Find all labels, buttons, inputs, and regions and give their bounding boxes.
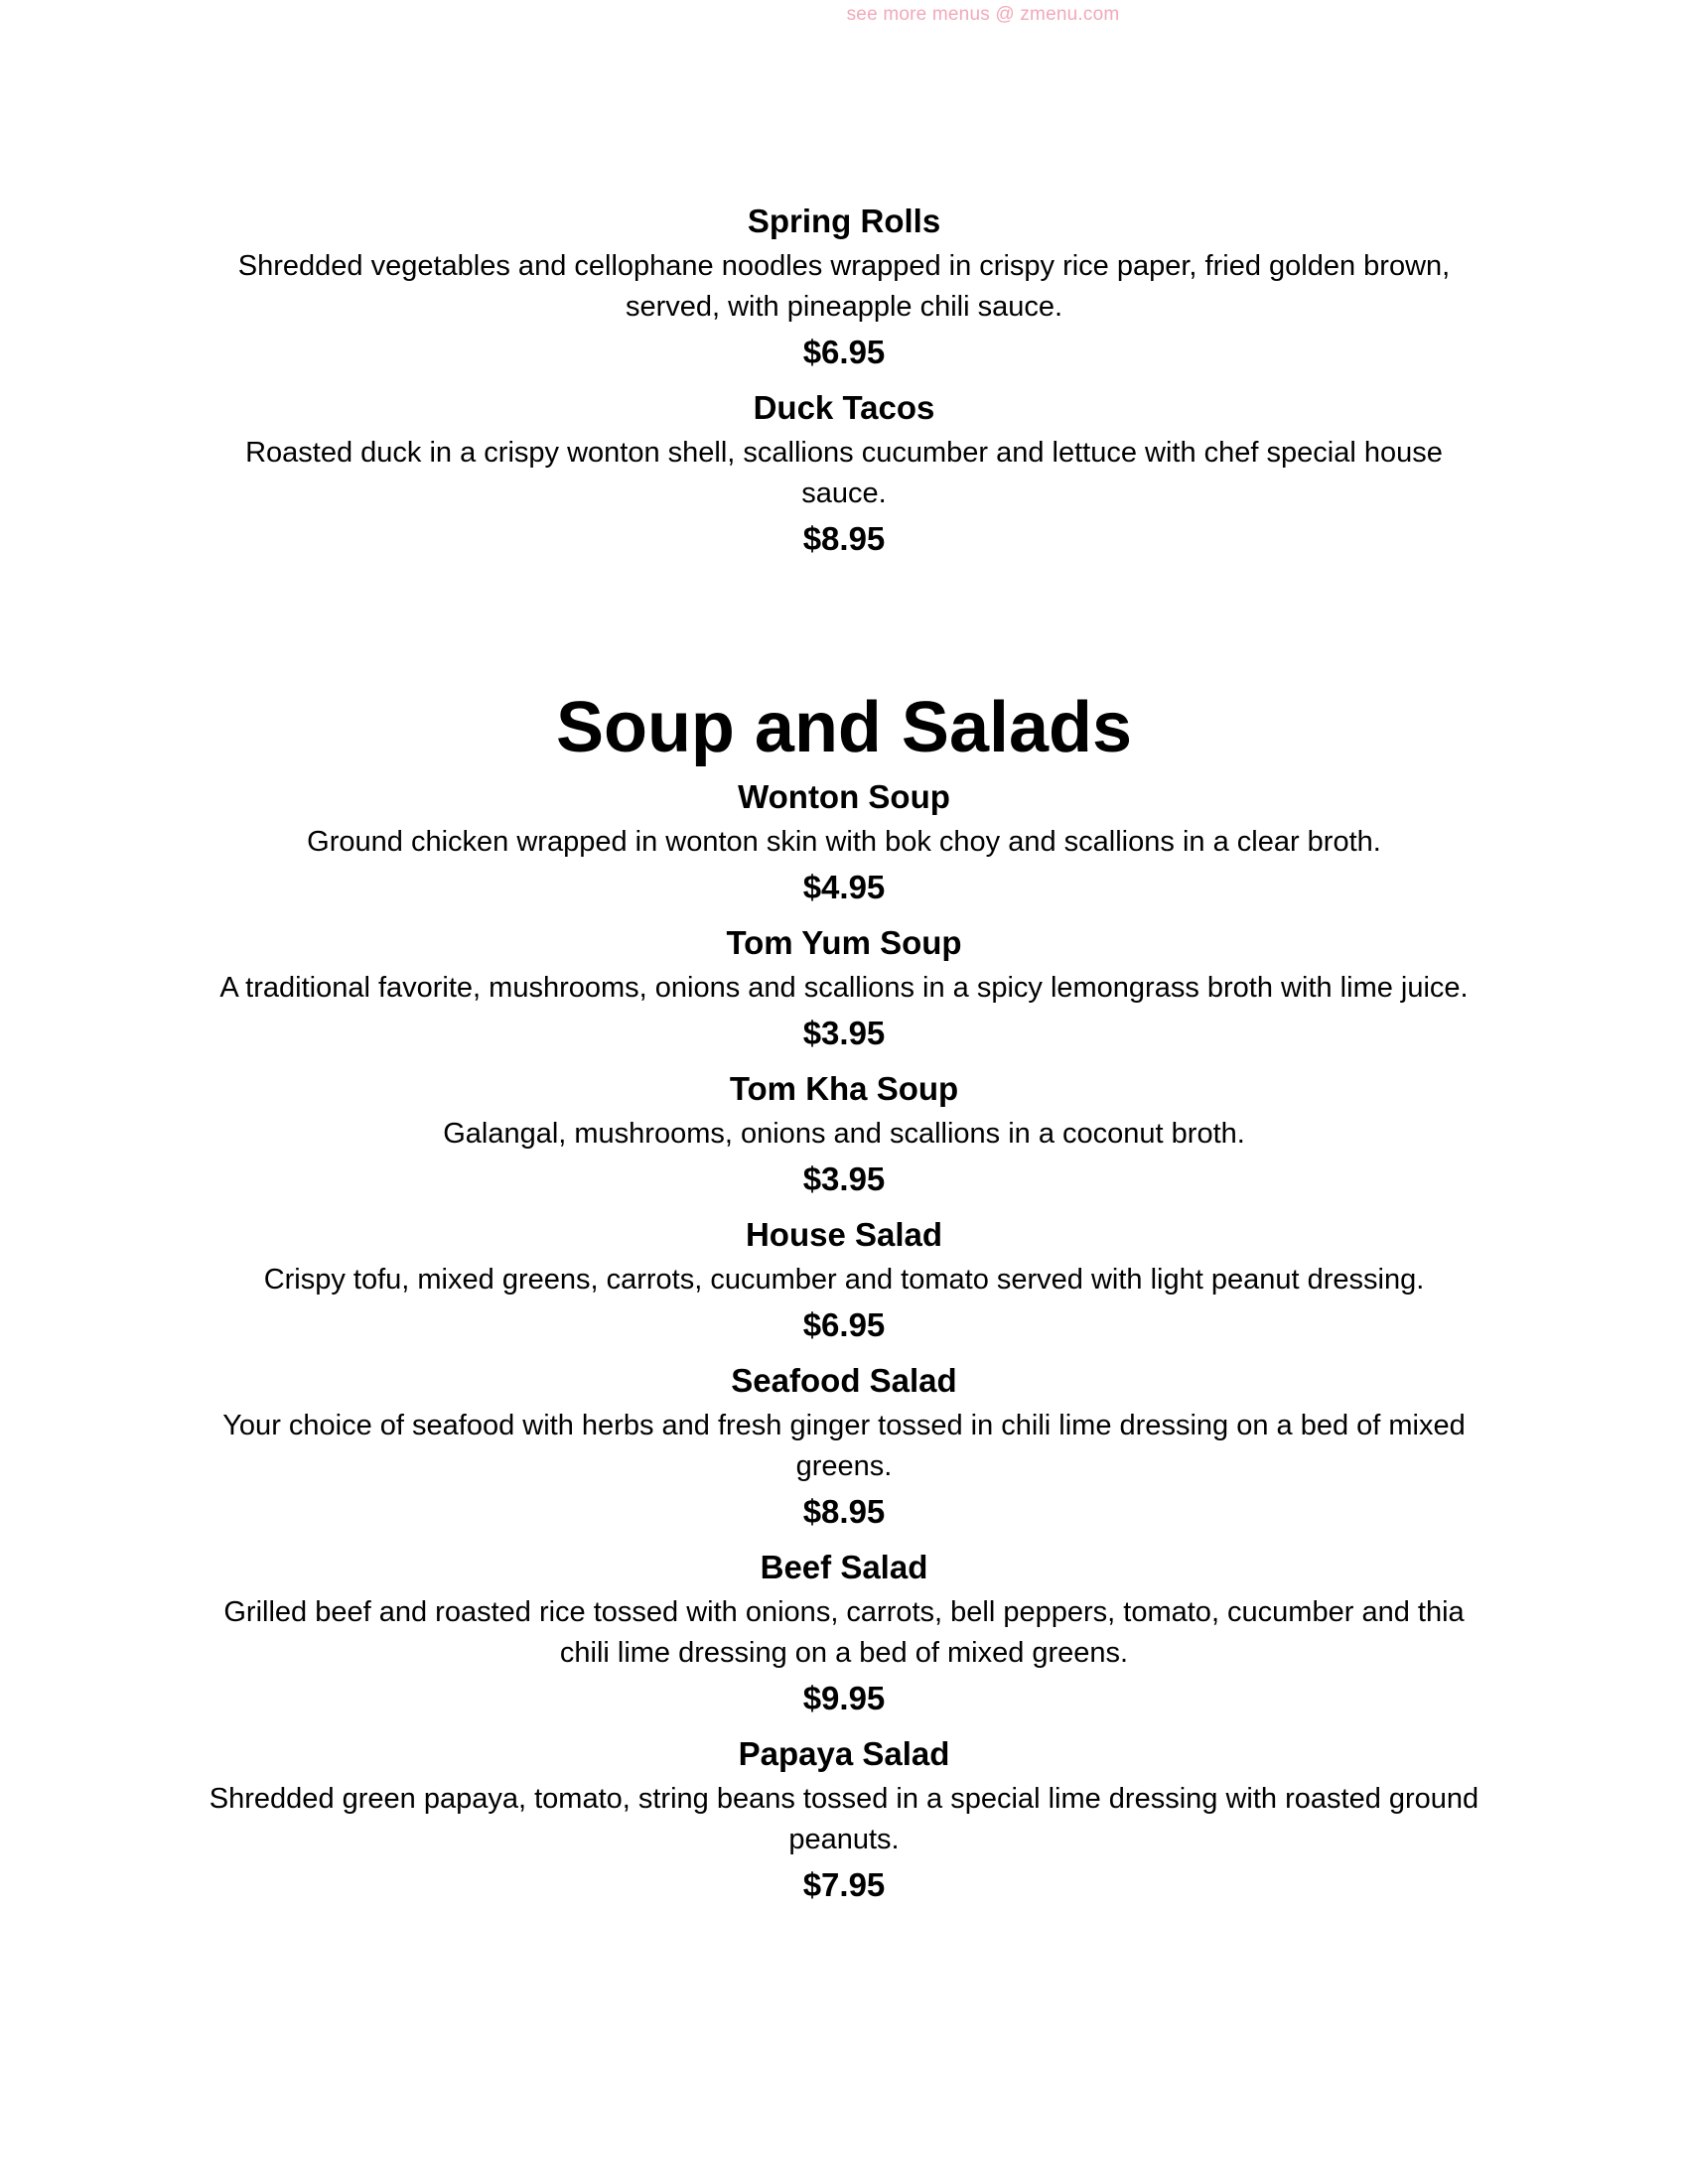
appetizers-section xyxy=(199,199,1489,572)
item-name: Tom Yum Soup xyxy=(726,924,962,961)
item-price: $6.95 xyxy=(802,334,886,370)
menu-item xyxy=(199,1066,1489,1202)
item-description: Roasted duck in a crispy wonton shell, scallions cucumber and lettuce with chef special house sauce. xyxy=(245,437,1443,509)
item-name: Wonton Soup xyxy=(738,778,950,815)
item-price: $4.95 xyxy=(802,869,886,905)
item-price: $3.95 xyxy=(802,1015,886,1051)
menu-item xyxy=(199,774,1489,910)
item-price: $9.95 xyxy=(802,1680,886,1716)
item-price: $3.95 xyxy=(802,1160,886,1197)
menu-item xyxy=(199,199,1489,375)
item-price: $7.95 xyxy=(802,1866,886,1903)
item-description: Galangal, mushrooms, onions and scallions in a coconut broth. xyxy=(443,1118,1245,1150)
item-description: Ground chicken wrapped in wonton skin with bok choy and scallions in a clear broth. xyxy=(307,826,1381,858)
item-price: $8.95 xyxy=(802,520,886,557)
item-description: Grilled beef and roasted rice tossed with onions, carrots, bell peppers, tomato, cucumber and thia chili lime dressing on a bed of mixed greens. xyxy=(223,1596,1465,1669)
menu-item xyxy=(199,1731,1489,1908)
item-description: Shredded vegetables and cellophane noodles wrapped in crispy rice paper, fried golden brown, served, with pineapple chili sauce. xyxy=(237,250,1451,323)
item-name: Spring Rolls xyxy=(747,203,941,239)
menu-item xyxy=(199,920,1489,1056)
soup-salads-section xyxy=(199,685,1489,1918)
item-description: A traditional favorite, mushrooms, onions and scallions in a spicy lemongrass broth with lime juice. xyxy=(219,972,1469,1004)
item-name: Duck Tacos xyxy=(753,389,935,426)
menu-item xyxy=(199,1358,1489,1535)
menu-item xyxy=(199,1212,1489,1348)
item-name: Beef Salad xyxy=(760,1549,928,1585)
item-description: Your choice of seafood with herbs and fresh ginger tossed in chili lime dressing on a bed of mixed greens. xyxy=(222,1410,1466,1482)
zmenu-watermark[interactable]: see more menus @ zmenu.com xyxy=(846,4,1120,25)
item-description: Crispy tofu, mixed greens, carrots, cucumber and tomato served with light peanut dressing. xyxy=(263,1264,1425,1296)
menu-item xyxy=(199,385,1489,562)
item-price: $8.95 xyxy=(802,1493,886,1530)
item-name: Papaya Salad xyxy=(738,1735,950,1772)
menu-item xyxy=(199,1545,1489,1721)
item-name: Tom Kha Soup xyxy=(729,1070,959,1107)
item-price: $6.95 xyxy=(802,1306,886,1343)
item-description: Shredded green papaya, tomato, string beans tossed in a special lime dressing with roasted ground peanuts. xyxy=(209,1783,1479,1855)
item-name: Seafood Salad xyxy=(731,1362,957,1399)
item-name: House Salad xyxy=(745,1216,943,1253)
section-title: Soup and Salads xyxy=(555,688,1133,767)
